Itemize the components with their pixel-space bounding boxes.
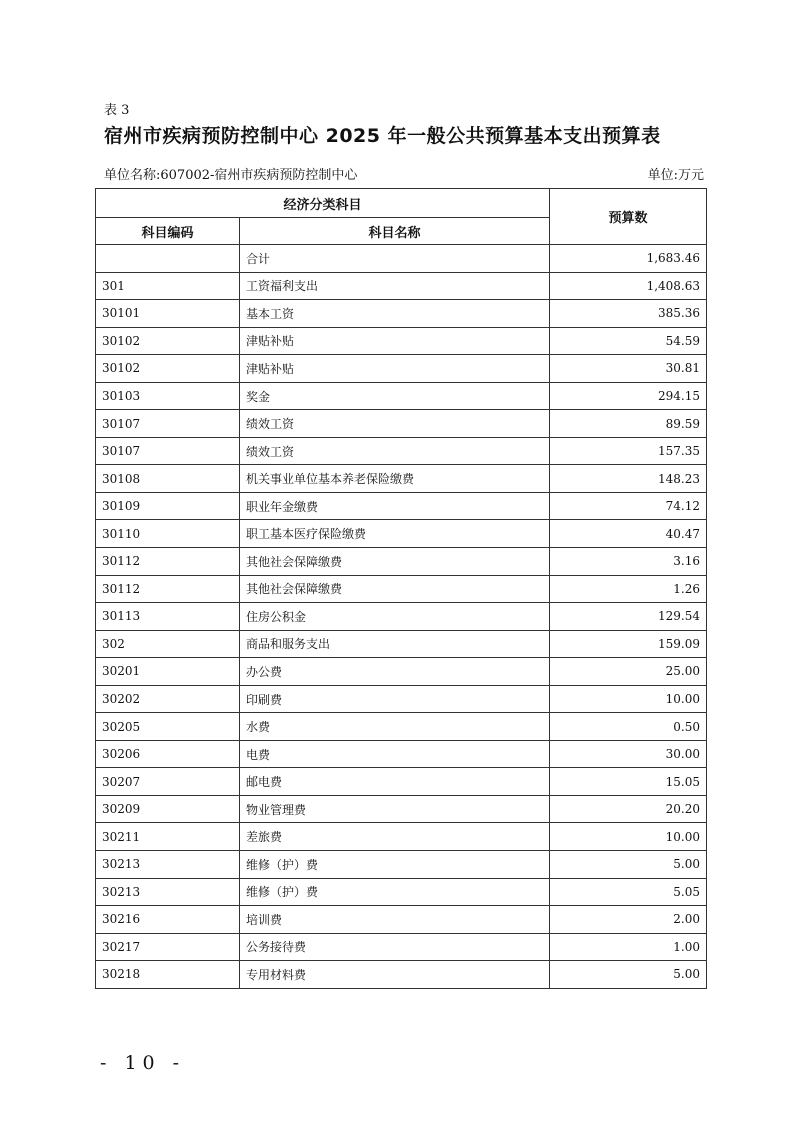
row-name: 基本工资 <box>240 300 550 328</box>
row-name: 职业年金缴费 <box>240 492 550 520</box>
row-amount: 1,408.63 <box>550 272 707 300</box>
page-number: - 10 - <box>100 1052 186 1074</box>
row-amount: 5.05 <box>550 878 707 906</box>
row-amount: 129.54 <box>550 603 707 631</box>
column-header-amount: 预算数 <box>550 189 707 245</box>
row-code: 30218 <box>96 961 240 989</box>
table-row <box>96 355 707 383</box>
column-header-code: 科目编码 <box>96 218 240 245</box>
row-amount: 5.00 <box>550 961 707 989</box>
column-header-name: 科目名称 <box>240 218 550 245</box>
row-code: 30211 <box>96 823 240 851</box>
row-code: 30217 <box>96 933 240 961</box>
row-name: 维修（护）费 <box>240 851 550 879</box>
row-name: 其他社会保障缴费 <box>240 575 550 603</box>
table-row <box>96 713 707 741</box>
table-row <box>96 520 707 548</box>
group-header: 经济分类科目 <box>96 189 550 218</box>
row-name: 其他社会保障缴费 <box>240 548 550 576</box>
unit-row <box>104 164 704 182</box>
row-name: 专用材料费 <box>240 961 550 989</box>
table-label: 表 3 <box>104 103 130 118</box>
table-row <box>96 685 707 713</box>
table-row <box>96 961 707 989</box>
row-code: 30206 <box>96 740 240 768</box>
table-row <box>96 245 707 273</box>
row-name: 公务接待费 <box>240 933 550 961</box>
unit-name: 单位名称:607002-宿州市疾病预防控制中心 <box>104 168 358 183</box>
row-amount: 54.59 <box>550 327 707 355</box>
row-amount: 40.47 <box>550 520 707 548</box>
row-amount: 74.12 <box>550 492 707 520</box>
row-code <box>96 245 240 273</box>
row-amount: 30.00 <box>550 740 707 768</box>
row-name: 物业管理费 <box>240 795 550 823</box>
row-amount: 3.16 <box>550 548 707 576</box>
row-code: 302 <box>96 630 240 658</box>
row-name: 津贴补贴 <box>240 355 550 383</box>
row-code: 30216 <box>96 906 240 934</box>
unit-label: 单位:万元 <box>647 168 704 183</box>
row-code: 30207 <box>96 768 240 796</box>
table-row <box>96 548 707 576</box>
budget-table <box>95 188 707 989</box>
row-code: 30108 <box>96 465 240 493</box>
table-row <box>96 906 707 934</box>
row-amount: 294.15 <box>550 382 707 410</box>
table-row <box>96 575 707 603</box>
row-code: 30101 <box>96 300 240 328</box>
table-row <box>96 795 707 823</box>
row-amount: 25.00 <box>550 658 707 686</box>
row-amount: 159.09 <box>550 630 707 658</box>
table-row <box>96 740 707 768</box>
row-amount: 157.35 <box>550 437 707 465</box>
table-row <box>96 933 707 961</box>
row-amount: 385.36 <box>550 300 707 328</box>
table-row <box>96 492 707 520</box>
row-amount: 30.81 <box>550 355 707 383</box>
row-code: 30110 <box>96 520 240 548</box>
row-name: 工资福利支出 <box>240 272 550 300</box>
row-amount: 10.00 <box>550 685 707 713</box>
row-code: 30107 <box>96 410 240 438</box>
row-name: 合计 <box>240 245 550 273</box>
row-name: 维修（护）费 <box>240 878 550 906</box>
row-name: 邮电费 <box>240 768 550 796</box>
table-row <box>96 630 707 658</box>
table-row <box>96 437 707 465</box>
table-body <box>96 245 707 989</box>
row-amount: 1.00 <box>550 933 707 961</box>
row-amount: 20.20 <box>550 795 707 823</box>
table-row <box>96 382 707 410</box>
table-row <box>96 465 707 493</box>
row-code: 30113 <box>96 603 240 631</box>
row-name: 机关事业单位基本养老保险缴费 <box>240 465 550 493</box>
row-code: 30213 <box>96 878 240 906</box>
row-code: 30205 <box>96 713 240 741</box>
row-code: 30102 <box>96 355 240 383</box>
row-amount: 1,683.46 <box>550 245 707 273</box>
row-amount: 0.50 <box>550 713 707 741</box>
page-title: 宿州市疾病预防控制中心 2025 年一般公共预算基本支出预算表 <box>104 125 661 147</box>
table-row <box>96 878 707 906</box>
row-code: 30201 <box>96 658 240 686</box>
table-row <box>96 327 707 355</box>
row-code: 30107 <box>96 437 240 465</box>
table-row <box>96 851 707 879</box>
row-code: 30213 <box>96 851 240 879</box>
table-row <box>96 823 707 851</box>
row-code: 30103 <box>96 382 240 410</box>
row-name: 职工基本医疗保险缴费 <box>240 520 550 548</box>
row-code: 30202 <box>96 685 240 713</box>
row-name: 商品和服务支出 <box>240 630 550 658</box>
row-amount: 15.05 <box>550 768 707 796</box>
table-row <box>96 603 707 631</box>
row-name: 电费 <box>240 740 550 768</box>
row-name: 绩效工资 <box>240 437 550 465</box>
row-name: 印刷费 <box>240 685 550 713</box>
row-name: 办公费 <box>240 658 550 686</box>
row-amount: 1.26 <box>550 575 707 603</box>
row-code: 30209 <box>96 795 240 823</box>
row-name: 差旅费 <box>240 823 550 851</box>
row-code: 301 <box>96 272 240 300</box>
row-name: 住房公积金 <box>240 603 550 631</box>
table-row <box>96 300 707 328</box>
row-amount: 2.00 <box>550 906 707 934</box>
row-code: 30112 <box>96 548 240 576</box>
row-code: 30102 <box>96 327 240 355</box>
table-row <box>96 768 707 796</box>
row-code: 30112 <box>96 575 240 603</box>
row-name: 津贴补贴 <box>240 327 550 355</box>
row-name: 培训费 <box>240 906 550 934</box>
row-code: 30109 <box>96 492 240 520</box>
row-amount: 89.59 <box>550 410 707 438</box>
row-amount: 148.23 <box>550 465 707 493</box>
row-name: 水费 <box>240 713 550 741</box>
table-row <box>96 272 707 300</box>
row-name: 绩效工资 <box>240 410 550 438</box>
row-amount: 10.00 <box>550 823 707 851</box>
table-row <box>96 658 707 686</box>
row-amount: 5.00 <box>550 851 707 879</box>
row-name: 奖金 <box>240 382 550 410</box>
table-row <box>96 410 707 438</box>
